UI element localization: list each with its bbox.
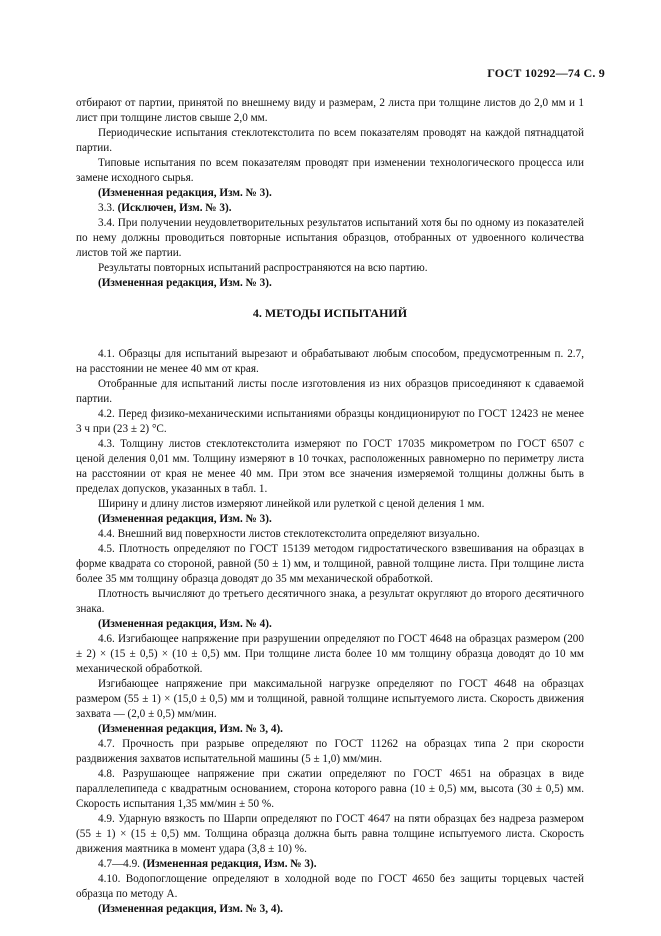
paragraph: 3.4. При получении неудовлетворительных результатов испытаний хотя бы по одному из показателей по нему должны проводиться повторные испытания образцов, отобранных от удвоенного количества листов той же партии. [76, 217, 584, 259]
paragraph: 4.1. Образцы для испытаний вырезают и обрабатывают любым способом, предусмотренным п. 2.7, на расстоянии не менее 40 мм от края. [76, 348, 584, 375]
paragraph-3-3 [76, 201, 584, 216]
paragraph: Результаты повторных испытаний распространяются на всю партию. [98, 262, 428, 274]
paragraph: 4.4. Внешний вид поверхности листов стеклотекстолита определяют визуально. [98, 528, 480, 540]
paragraph: 4.6. Изгибающее напряжение при разрушении определяют по ГОСТ 4648 на образцах размером (200 ± 2) × (15 ± 0,5) × (10 ± 0,5) мм. При толщине листа более 10 мм толщину образца доводят до 10 мм механической обработкой. [76, 633, 584, 675]
paragraph: Отобранные для испытаний листы после изготовления из них образцов присоединяют к сдаваемой партии. [76, 378, 584, 405]
amendment-note: (Измененная редакция, Изм. № 3, 4). [98, 903, 283, 915]
paragraph: Ширину и длину листов измеряют линейкой или рулеткой с ценой деления 1 мм. [98, 498, 485, 510]
page-header: ГОСТ 10292—74 С. 9 [487, 66, 605, 80]
amendment-note: (Измененная редакция, Изм. № 3). [98, 277, 272, 289]
paragraph: Периодические испытания стеклотекстолита по всем показателям проводят на каждой пятнадцатой партии. [76, 127, 584, 154]
paragraph: 4.9. Ударную вязкость по Шарпи определяют по ГОСТ 4647 на пяти образцах без надреза размером (55 ± 1) × (15 ± 0,5) мм. Толщина образца должна быть равна толщине испытуемого листа. Скорость движения маятника в момент удара (3,8 ± 10) %. [76, 813, 584, 855]
paragraph: Типовые испытания по всем показателям проводят при изменении технологического процесса или замене исходного сырья. [76, 157, 584, 184]
paragraph-4-7-4-9 [76, 857, 584, 872]
amendment-note: (Измененная редакция, Изм. № 3). [98, 513, 272, 525]
paragraph: 4.2. Перед физико-механическими испытаниями образцы кондиционируют по ГОСТ 12423 не менее 3 ч при (23 ± 2) °С. [76, 408, 584, 435]
amendment-note: (Измененная редакция, Изм. № 3). [98, 187, 272, 199]
paragraph: 4.5. Плотность определяют по ГОСТ 15139 методом гидростатического взвешивания на образцах в форме квадрата со стороной, равной (50 ± 1) мм, и толщиной, равной толщине листа. При толщине листа более 35 мм толщину образца доводят до 35 мм механической обработкой. [76, 543, 584, 585]
amendment-note: (Исключен, Изм. № 3). [117, 202, 232, 214]
paragraph: отбирают от партии, принятой по внешнему виду и размерам, 2 листа при толщине листов до 2,0 мм и 1 лист при толщине листов свыше 2,0 мм. [76, 97, 584, 124]
amendment-note: (Измененная редакция, Изм. № 3). [142, 858, 317, 870]
paragraph: 4.8. Разрушающее напряжение при сжатии определяют по ГОСТ 4651 на образцах в виде параллелепипеда с квадратным основанием, сторона которого равна (10 ± 0,5) мм, высота (30 ± 0,5) мм. Скорость испытания 1,35 мм/мин ± 50 %. [76, 768, 584, 810]
paragraph: Изгибающее напряжение при максимальной нагрузке определяют по ГОСТ 4648 на образцах размером (55 ± 1) × (15,0 ± 0,5) мм и толщиной, равной толщине испытуемого листа. Скорость движения захвата — (2,0 ± 0,5) мм/мин. [76, 678, 584, 720]
clause-number: 4.7—4.9. [98, 858, 140, 870]
clause-number: 3.3. [98, 202, 115, 214]
paragraph: 4.3. Толщину листов стеклотекстолита измеряют по ГОСТ 17035 микрометром по ГОСТ 6507 с ценой деления 0,01 мм. Толщину измеряют в 10 точках, расположенных равномерно по периметру листа на расстоянии от края не менее 40 мм. При этом все значения измеряемой толщины должны быть в пределах допусков, указанных в табл. 1. [76, 438, 584, 495]
paragraph: 4.7. Прочность при разрыве определяют по ГОСТ 11262 на образцах типа 2 при скорости раздвижения захватов испытательной машины (5 ± 1,0) мм/мин. [76, 738, 584, 765]
paragraph: 4.10. Водопоглощение определяют в холодной воде по ГОСТ 4650 без защиты торцевых частей образца по методу А. [76, 873, 584, 900]
section-title: 4. МЕТОДЫ ИСПЫТАНИЙ [252, 306, 408, 320]
amendment-note: (Измененная редакция, Изм. № 4). [98, 618, 272, 630]
paragraph: Плотность вычисляют до третьего десятичного знака, а результат округляют до второго десятичного знака. [76, 588, 584, 615]
document-body [76, 96, 584, 917]
amendment-note: (Измененная редакция, Изм. № 3, 4). [98, 723, 283, 735]
